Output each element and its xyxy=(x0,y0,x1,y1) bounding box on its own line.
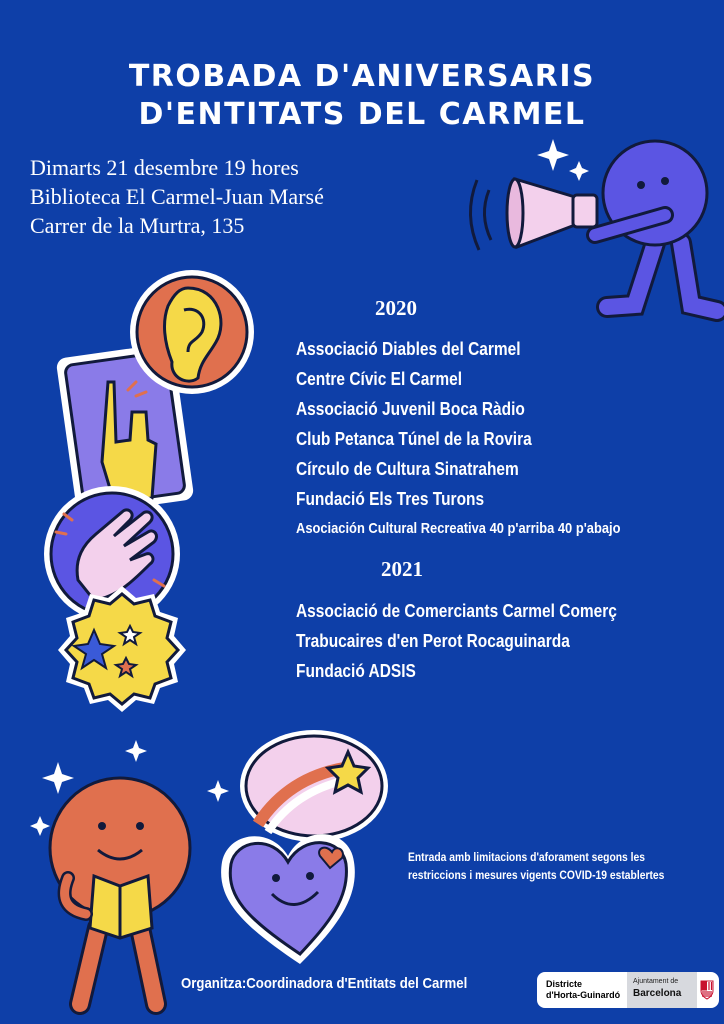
notice-line-1: Entrada amb limitacions d'aforament segons les xyxy=(408,850,646,864)
event-info xyxy=(30,153,324,240)
organizer-text: Organitza:Coordinadora d'Entitats del Carmel xyxy=(181,975,468,992)
district-logo xyxy=(546,979,626,1001)
barcelona-shield-icon xyxy=(700,980,714,1000)
list-item: Associació Diables del Carmel xyxy=(296,339,521,359)
list-item: Centre Cívic El Carmel xyxy=(296,369,463,389)
year-2021-heading: 2021 xyxy=(381,557,423,581)
covid-notice xyxy=(408,848,664,884)
entity-list-2020 xyxy=(296,334,620,544)
list-item: Trabucaires d'en Perot Rocaguinarda xyxy=(296,631,570,651)
list-item: Círculo de Cultura Sinatrahem xyxy=(296,459,519,479)
city-name: Barcelona xyxy=(633,988,682,999)
title-line-1: TROBADA D'ANIVERSARIS xyxy=(128,59,596,94)
district-name-line-2: d'Horta-Guinardó xyxy=(546,990,621,1000)
page-title xyxy=(0,58,724,134)
list-item: Club Petanca Túnel de la Rovira xyxy=(296,429,532,449)
shooting-star-icon xyxy=(240,730,388,842)
city-council-label: Ajuntament de xyxy=(633,978,679,985)
heart-face-icon xyxy=(221,834,355,964)
list-item: Asociación Cultural Recreativa 40 p'arriba 40 p'abajo xyxy=(296,520,621,537)
district-name-line-1: Districte xyxy=(546,979,583,989)
ear-icon xyxy=(130,270,254,394)
megaphone-character-icon xyxy=(455,135,724,345)
left-stickers xyxy=(38,262,268,724)
title-line-2: D'ENTITATS DEL CARMEL xyxy=(138,97,586,132)
institution-logos xyxy=(537,972,719,1008)
event-date: Dimarts 21 desembre 19 hores xyxy=(30,155,299,180)
list-item: Fundació Els Tres Turons xyxy=(296,489,485,509)
smiling-reader-icon xyxy=(50,778,190,1004)
event-venue: Biblioteca El Carmel-Juan Marsé xyxy=(30,184,324,209)
entity-list-2021 xyxy=(296,596,617,686)
year-2020-heading: 2020 xyxy=(375,296,417,320)
list-item: Associació de Comerciants Carmel Comerç xyxy=(296,601,617,621)
notice-line-2: restriccions i mesures vigents COVID-19 establertes xyxy=(408,868,665,882)
event-address: Carrer de la Murtra, 135 xyxy=(30,213,245,238)
list-item: Associació Juvenil Boca Ràdio xyxy=(296,399,525,419)
list-item: Fundació ADSIS xyxy=(296,661,416,681)
